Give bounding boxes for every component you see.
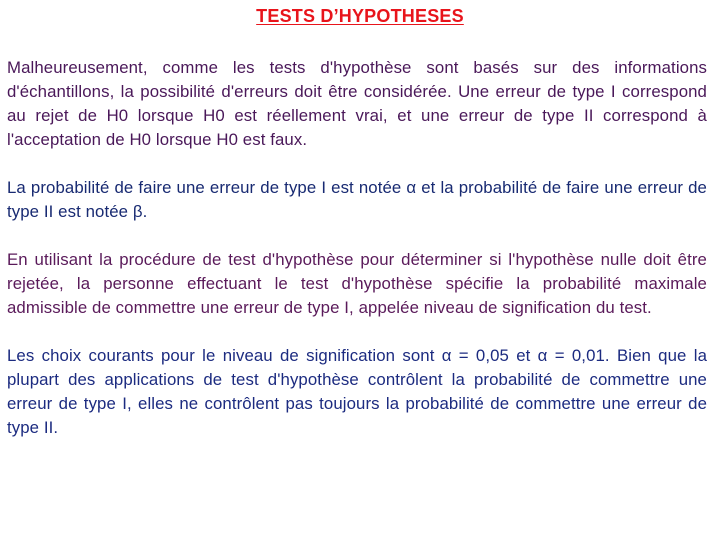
paragraph-common-choices: Les choix courants pour le niveau de signification sont α = 0,05 et α = 0,01. Bien que la plupart des applications de test d'hypothèse contrôlent la probabilité de commettre une erreur de type I, elles ne contrôlent pas toujours la probabilité de commettre une erreur de type II. [7, 346, 707, 437]
slide-body [7, 56, 707, 464]
paragraph-alpha-beta: La probabilité de faire une erreur de type I est notée α et la probabilité de faire une erreur de type II est notée β. [7, 178, 707, 221]
paragraph-errors-intro: Malheureusement, comme les tests d'hypothèse sont basés sur des informations d'échantillons, la possibilité d'erreurs doit être considérée. Une erreur de type I correspond au rejet de H0 lorsque H0 est réellement vrai, et une erreur de type II correspond à l'acceptation de H0 lorsque H0 est faux. [7, 58, 707, 149]
slide-title: TESTS D’HYPOTHESES [256, 6, 464, 26]
paragraph-significance-level: En utilisant la procédure de test d'hypothèse pour déterminer si l'hypothèse nulle doit être rejetée, la personne effectuant le test d'hypothèse spécifie la probabilité maximale admissible de commettre une erreur de type I, appelée niveau de signification du test. [7, 250, 707, 317]
